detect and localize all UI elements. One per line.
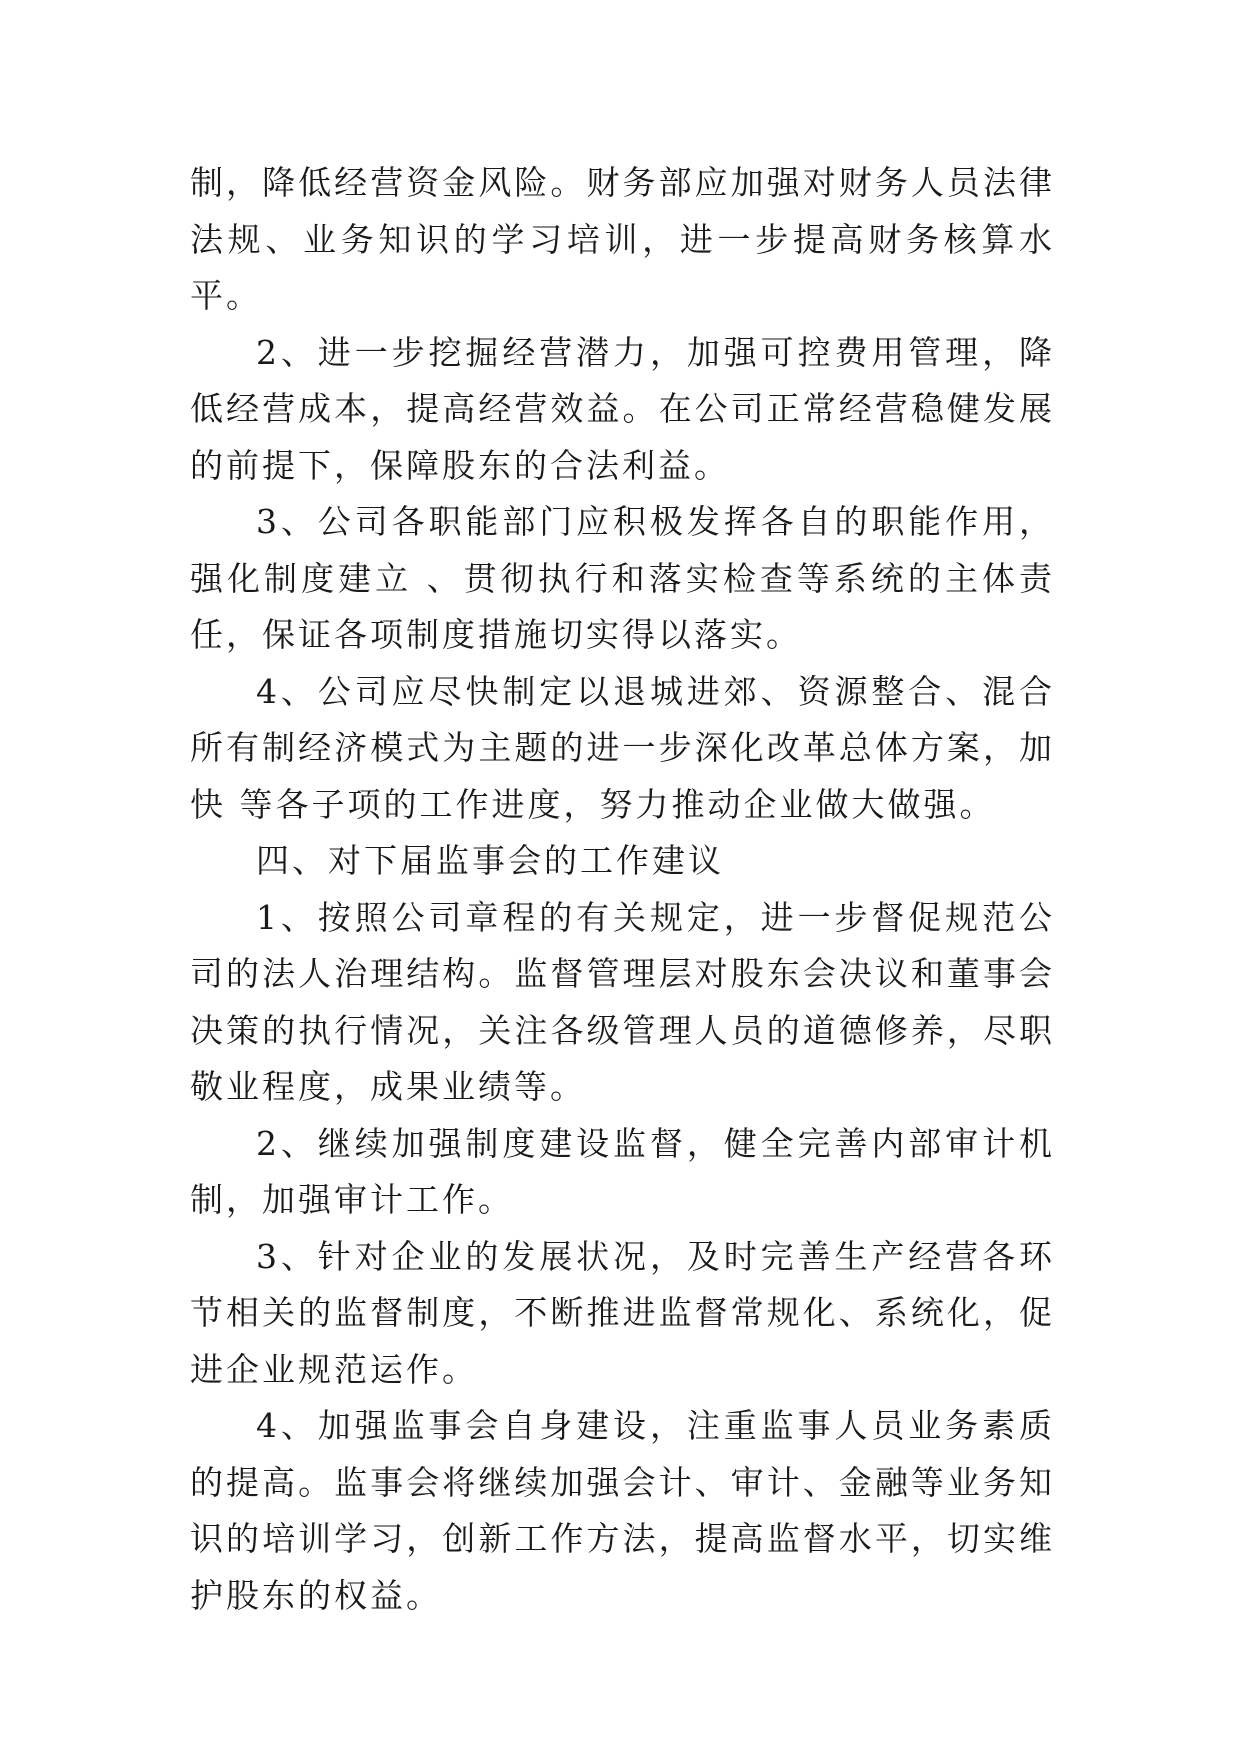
paragraph-item-4-reform-plan: 4、公司应尽快制定以退城进郊、资源整合、混合所有制经济模式为主题的进一步深化改革总体方案，加快 等各子项的工作进度，努力推动企业做大做强。	[190, 671, 1055, 824]
paragraph-continuation: 制，降低经营资金风险。财务部应加强对财务人员法律法规、业务知识的学习培训，进一步提高财务核算水平。	[190, 163, 1055, 315]
paragraph-suggestion-2: 2、继续加强制度建设监督，健全完善内部审计机制，加强审计工作。	[190, 1123, 1055, 1219]
paragraph-suggestion-3: 3、针对企业的发展状况，及时完善生产经营各环节相关的监督制度，不断推进监督常规化、系统化，促进企业规范运作。	[190, 1236, 1055, 1389]
paragraph-item-2-reduce-costs: 2、进一步挖掘经营潜力，加强可控费用管理，降低经营成本，提高经营效益。在公司正常经营稳健发展的前提下，保障股东的合法利益。	[190, 332, 1055, 485]
document-page	[190, 155, 1055, 1624]
paragraph-item-3-department-duties: 3、公司各职能部门应积极发挥各自的职能作用，强化制度建立 、贯彻执行和落实检查等系统的主体责任，保证各项制度措施切实得以落实。	[190, 502, 1055, 654]
paragraph-suggestion-4: 4、加强监事会自身建设，注重监事人员业务素质的提高。监事会将继续加强会计、审计、金融等业务知识的培训学习，创新工作方法，提高监督水平，切实维护股东的权益。	[190, 1406, 1055, 1615]
paragraph-suggestion-1: 1、按照公司章程的有关规定，进一步督促规范公司的法人治理结构。监督管理层对股东会决议和董事会决策的执行情况，关注各级管理人员的道德修养，尽职敬业程度，成果业绩等。	[190, 897, 1055, 1106]
section-heading-four: 四、对下届监事会的工作建议	[256, 841, 724, 880]
